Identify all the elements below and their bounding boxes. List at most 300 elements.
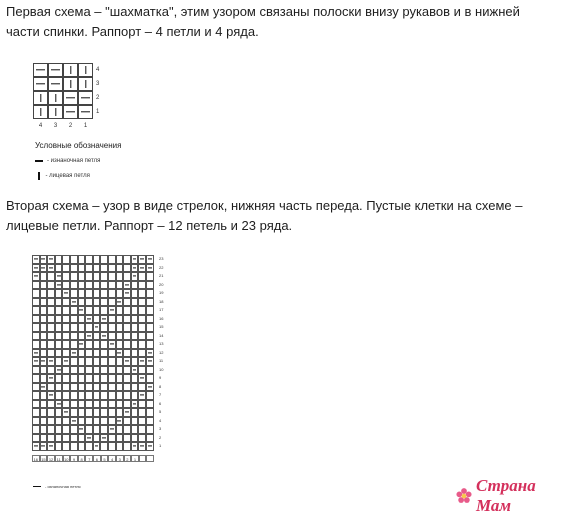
empty-cell — [123, 417, 131, 426]
empty-cell — [146, 425, 154, 434]
empty-cell — [55, 323, 63, 332]
empty-cell — [32, 408, 40, 417]
empty-cell — [138, 417, 146, 426]
empty-cell — [47, 340, 55, 349]
empty-cell — [85, 366, 93, 375]
empty-cell — [70, 425, 78, 434]
empty-cell — [100, 425, 108, 434]
empty-cell — [55, 408, 63, 417]
purl-cell — [100, 315, 108, 324]
empty-cell — [32, 400, 40, 409]
empty-cell — [100, 357, 108, 366]
empty-cell — [146, 272, 154, 281]
empty-cell — [93, 315, 101, 324]
purl-cell — [63, 91, 78, 105]
empty-cell — [55, 391, 63, 400]
empty-cell — [47, 417, 55, 426]
empty-cell — [131, 315, 139, 324]
empty-cell — [62, 400, 70, 409]
empty-cell — [116, 340, 124, 349]
purl-cell — [62, 289, 70, 298]
empty-cell — [78, 264, 86, 273]
empty-cell — [123, 332, 131, 341]
purl-cell — [138, 357, 146, 366]
empty-cell — [93, 417, 101, 426]
empty-cell — [40, 315, 48, 324]
empty-cell — [116, 323, 124, 332]
empty-cell — [55, 255, 63, 264]
empty-cell — [108, 323, 116, 332]
empty-cell — [32, 306, 40, 315]
purl-cell — [131, 400, 139, 409]
row-number: 12 — [159, 349, 164, 355]
arrow-pattern-grid — [32, 255, 154, 451]
empty-cell — [47, 400, 55, 409]
empty-cell — [100, 391, 108, 400]
row-number: 3 — [159, 426, 162, 431]
empty-cell — [47, 289, 55, 298]
empty-cell — [123, 349, 131, 358]
empty-cell — [40, 289, 48, 298]
empty-cell — [32, 332, 40, 341]
purl-cell — [138, 264, 146, 273]
empty-cell — [93, 366, 101, 375]
empty-cell — [70, 383, 78, 392]
empty-cell — [116, 264, 124, 273]
empty-cell — [138, 289, 146, 298]
empty-cell — [78, 408, 86, 417]
purl-cell — [55, 272, 63, 281]
empty-cell — [108, 442, 116, 451]
empty-cell — [62, 306, 70, 315]
row-number: 2 — [159, 434, 162, 440]
col-number: 5 — [101, 455, 109, 462]
flower-icon — [455, 486, 473, 506]
empty-cell — [47, 332, 55, 341]
knit-cell — [78, 77, 93, 91]
knit-cell — [48, 105, 63, 119]
purl-cell — [146, 442, 154, 451]
empty-cell — [93, 340, 101, 349]
col-number: 15 — [41, 457, 46, 462]
empty-cell — [78, 400, 86, 409]
empty-cell — [78, 255, 86, 264]
empty-cell — [40, 434, 48, 443]
empty-cell — [70, 340, 78, 349]
watermark — [455, 476, 565, 516]
knit-cell — [63, 77, 78, 91]
empty-cell — [131, 323, 139, 332]
empty-cell — [100, 374, 108, 383]
empty-cell — [47, 383, 55, 392]
col-number — [146, 455, 154, 462]
empty-cell — [62, 315, 70, 324]
empty-cell — [138, 298, 146, 307]
purl-cell — [47, 391, 55, 400]
empty-cell — [108, 255, 116, 264]
purl-cell — [32, 357, 40, 366]
col-number: 4 — [38, 123, 43, 129]
purl-cell — [78, 105, 93, 119]
col-number: 2 — [124, 455, 132, 462]
empty-cell — [100, 264, 108, 273]
row-number: 17 — [159, 307, 164, 312]
empty-cell — [32, 383, 40, 392]
empty-cell — [55, 434, 63, 443]
purl-cell — [78, 340, 86, 349]
empty-cell — [108, 315, 116, 324]
purl-cell — [55, 366, 63, 375]
empty-cell — [100, 349, 108, 358]
empty-cell — [116, 400, 124, 409]
purl-cell — [55, 400, 63, 409]
empty-cell — [32, 315, 40, 324]
empty-cell — [78, 332, 86, 341]
empty-cell — [47, 425, 55, 434]
legend-purl-label: - изнаночная петля — [47, 158, 101, 164]
empty-cell — [47, 315, 55, 324]
arrow-pattern-chart — [32, 255, 164, 462]
row-number: 13 — [159, 341, 164, 346]
empty-cell — [100, 417, 108, 426]
purl-cell — [78, 91, 93, 105]
purl-cell — [40, 255, 48, 264]
empty-cell — [116, 442, 124, 451]
purl-cell — [32, 272, 40, 281]
empty-cell — [131, 417, 139, 426]
row-number: 16 — [159, 315, 164, 321]
empty-cell — [93, 374, 101, 383]
empty-cell — [123, 315, 131, 324]
empty-cell — [138, 340, 146, 349]
purl-cell — [40, 383, 48, 392]
purl-cell — [108, 306, 116, 315]
empty-cell — [146, 281, 154, 290]
purl-cell — [47, 357, 55, 366]
empty-cell — [70, 391, 78, 400]
knit-cell — [48, 91, 63, 105]
empty-cell — [85, 374, 93, 383]
empty-cell — [116, 272, 124, 281]
empty-cell — [100, 272, 108, 281]
empty-cell — [123, 374, 131, 383]
empty-cell — [78, 323, 86, 332]
empty-cell — [55, 357, 63, 366]
empty-cell — [85, 442, 93, 451]
empty-cell — [146, 289, 154, 298]
empty-cell — [131, 383, 139, 392]
empty-cell — [93, 349, 101, 358]
empty-cell — [32, 340, 40, 349]
empty-cell — [123, 255, 131, 264]
empty-cell — [138, 434, 146, 443]
row-number: 21 — [159, 273, 164, 278]
empty-cell — [78, 315, 86, 324]
empty-cell — [131, 298, 139, 307]
purl-cell — [32, 255, 40, 264]
row-number: 1 — [96, 109, 100, 115]
empty-cell — [116, 383, 124, 392]
empty-cell — [138, 332, 146, 341]
empty-cell — [40, 425, 48, 434]
purl-cell — [131, 264, 139, 273]
empty-cell — [55, 315, 63, 324]
purl-cell — [100, 332, 108, 341]
empty-cell — [62, 434, 70, 443]
empty-cell — [108, 366, 116, 375]
purl-cell — [146, 357, 154, 366]
empty-cell — [78, 434, 86, 443]
row-number: 3 — [96, 81, 100, 87]
empty-cell — [47, 408, 55, 417]
empty-cell — [85, 289, 93, 298]
purl-cell — [85, 332, 93, 341]
knit-symbol-icon — [38, 172, 40, 180]
row-number: 5 — [159, 409, 162, 414]
empty-cell — [93, 408, 101, 417]
empty-cell — [32, 417, 40, 426]
empty-cell — [93, 272, 101, 281]
empty-cell — [78, 281, 86, 290]
empty-cell — [40, 332, 48, 341]
empty-cell — [131, 357, 139, 366]
empty-cell — [78, 383, 86, 392]
row-number: 14 — [159, 332, 164, 338]
empty-cell — [93, 357, 101, 366]
empty-cell — [131, 391, 139, 400]
empty-cell — [93, 383, 101, 392]
empty-cell — [40, 306, 48, 315]
empty-cell — [40, 417, 48, 426]
empty-cell — [123, 425, 131, 434]
checkerboard-row-numbers — [96, 63, 99, 119]
empty-cell — [32, 434, 40, 443]
empty-cell — [123, 298, 131, 307]
legend-knit — [35, 172, 90, 180]
purl-cell — [146, 349, 154, 358]
purl-symbol-icon — [35, 160, 43, 162]
purl-cell — [62, 408, 70, 417]
empty-cell — [108, 272, 116, 281]
empty-cell — [108, 298, 116, 307]
empty-cell — [138, 408, 146, 417]
empty-cell — [47, 323, 55, 332]
row-number: 11 — [159, 358, 164, 363]
empty-cell — [47, 306, 55, 315]
empty-cell — [123, 323, 131, 332]
empty-cell — [70, 442, 78, 451]
purl-cell — [108, 425, 116, 434]
purl-cell — [116, 417, 124, 426]
purl-cell — [47, 374, 55, 383]
col-number: 7 — [85, 455, 93, 462]
row-number: 1 — [159, 443, 162, 448]
empty-cell — [70, 323, 78, 332]
empty-cell — [85, 255, 93, 264]
row-number: 22 — [159, 264, 164, 270]
empty-cell — [62, 366, 70, 375]
col-number: 4 — [108, 455, 116, 462]
empty-cell — [62, 442, 70, 451]
col-number: 6 — [93, 455, 101, 462]
empty-cell — [108, 408, 116, 417]
purl-cell — [47, 442, 55, 451]
arrow-pattern-col-numbers — [32, 455, 154, 462]
empty-cell — [108, 357, 116, 366]
empty-cell — [70, 289, 78, 298]
empty-cell — [108, 264, 116, 273]
empty-cell — [93, 391, 101, 400]
empty-cell — [93, 289, 101, 298]
empty-cell — [123, 391, 131, 400]
empty-cell — [32, 366, 40, 375]
purl-cell — [138, 255, 146, 264]
purl-cell — [131, 272, 139, 281]
empty-cell — [40, 340, 48, 349]
empty-cell — [100, 400, 108, 409]
col-number: 16 — [33, 457, 39, 462]
empty-cell — [108, 349, 116, 358]
empty-cell — [100, 383, 108, 392]
empty-cell — [62, 349, 70, 358]
empty-cell — [40, 281, 48, 290]
empty-cell — [123, 306, 131, 315]
purl-cell — [40, 442, 48, 451]
empty-cell — [85, 400, 93, 409]
empty-cell — [146, 366, 154, 375]
purl-cell — [63, 105, 78, 119]
empty-cell — [47, 281, 55, 290]
empty-cell — [146, 391, 154, 400]
empty-cell — [55, 289, 63, 298]
empty-cell — [40, 349, 48, 358]
row-number: 9 — [159, 375, 162, 380]
empty-cell — [123, 366, 131, 375]
purl-cell — [62, 357, 70, 366]
empty-cell — [146, 323, 154, 332]
empty-cell — [116, 391, 124, 400]
empty-cell — [55, 298, 63, 307]
empty-cell — [70, 374, 78, 383]
empty-cell — [108, 417, 116, 426]
empty-cell — [78, 357, 86, 366]
empty-cell — [138, 383, 146, 392]
empty-cell — [138, 366, 146, 375]
row-number: 4 — [159, 417, 162, 423]
empty-cell — [93, 298, 101, 307]
empty-cell — [85, 272, 93, 281]
empty-cell — [55, 417, 63, 426]
empty-cell — [40, 272, 48, 281]
row-number: 18 — [159, 298, 164, 304]
purl-cell — [47, 264, 55, 273]
empty-cell — [93, 264, 101, 273]
empty-cell — [93, 332, 101, 341]
row-number: 8 — [159, 383, 162, 389]
empty-cell — [131, 332, 139, 341]
empty-cell — [47, 366, 55, 375]
row-number: 10 — [159, 366, 164, 372]
empty-cell — [85, 340, 93, 349]
knit-cell — [33, 105, 48, 119]
empty-cell — [85, 264, 93, 273]
empty-cell — [100, 298, 108, 307]
legend-purl — [35, 158, 100, 164]
empty-cell — [70, 255, 78, 264]
empty-cell — [123, 383, 131, 392]
empty-cell — [108, 400, 116, 409]
knit-cell — [33, 91, 48, 105]
checkerboard-chart — [33, 63, 100, 129]
empty-cell — [78, 298, 86, 307]
empty-cell — [32, 374, 40, 383]
empty-cell — [40, 366, 48, 375]
empty-cell — [93, 400, 101, 409]
empty-cell — [55, 332, 63, 341]
purl-cell — [93, 442, 101, 451]
empty-cell — [62, 332, 70, 341]
empty-cell — [70, 366, 78, 375]
purl-cell — [131, 366, 139, 375]
purl-cell — [48, 63, 63, 77]
empty-cell — [40, 374, 48, 383]
col-number — [139, 455, 147, 462]
row-number: 4 — [96, 67, 100, 73]
empty-cell — [32, 425, 40, 434]
purl-cell — [78, 425, 86, 434]
empty-cell — [116, 281, 124, 290]
purl-cell — [32, 264, 40, 273]
purl-cell — [70, 417, 78, 426]
empty-cell — [55, 306, 63, 315]
empty-cell — [116, 425, 124, 434]
purl-cell — [116, 298, 124, 307]
empty-cell — [146, 298, 154, 307]
empty-cell — [55, 425, 63, 434]
purl-symbol-icon — [33, 486, 41, 487]
empty-cell — [62, 417, 70, 426]
empty-cell — [70, 272, 78, 281]
empty-cell — [85, 383, 93, 392]
purl-cell — [85, 315, 93, 324]
empty-cell — [40, 323, 48, 332]
empty-cell — [62, 391, 70, 400]
empty-cell — [116, 289, 124, 298]
empty-cell — [108, 332, 116, 341]
empty-cell — [62, 272, 70, 281]
row-number: 19 — [159, 290, 164, 295]
empty-cell — [108, 383, 116, 392]
row-number: 23 — [159, 256, 164, 261]
legend-title: Условные обозначения — [35, 141, 122, 150]
empty-cell — [47, 272, 55, 281]
empty-cell — [70, 434, 78, 443]
empty-cell — [123, 264, 131, 273]
empty-cell — [32, 289, 40, 298]
purl-cell — [78, 306, 86, 315]
empty-cell — [131, 289, 139, 298]
empty-cell — [70, 281, 78, 290]
empty-cell — [123, 434, 131, 443]
empty-cell — [62, 340, 70, 349]
knit-cell — [78, 63, 93, 77]
col-number: 3 — [116, 455, 124, 462]
empty-cell — [108, 434, 116, 443]
purl-cell — [146, 255, 154, 264]
empty-cell — [146, 408, 154, 417]
empty-cell — [108, 374, 116, 383]
empty-cell — [138, 272, 146, 281]
